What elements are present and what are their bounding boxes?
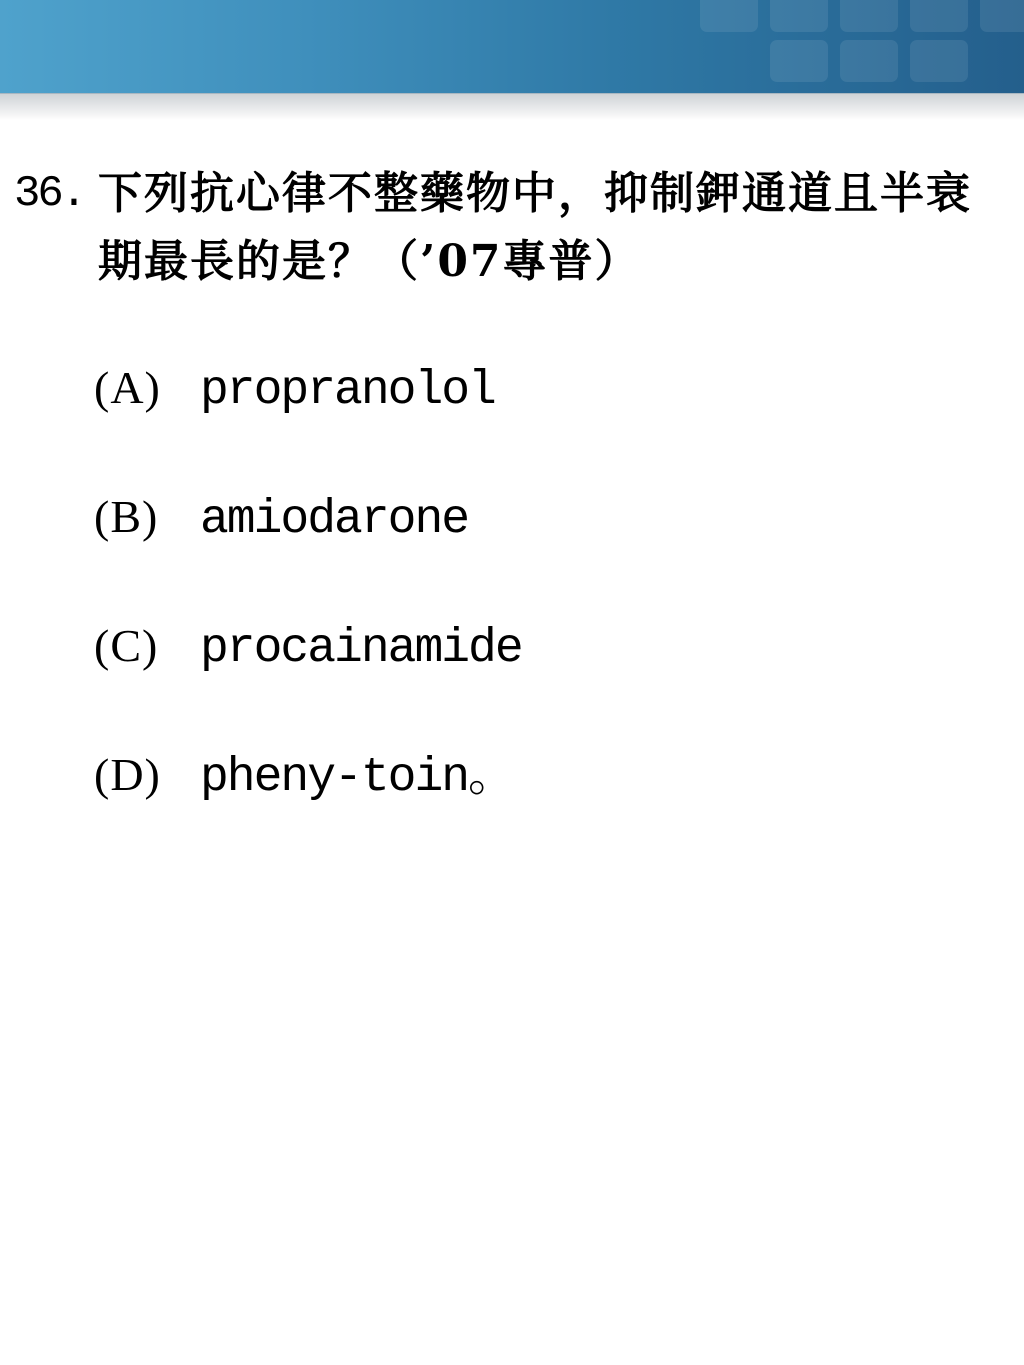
question-text: 下列抗心律不整藥物中，抑制鉀通道且半衰期最長的是？（’07專普） xyxy=(98,168,972,287)
option-d xyxy=(94,743,1004,807)
header-decor-tile xyxy=(910,0,968,32)
header-decor-tile xyxy=(910,40,968,82)
question xyxy=(14,160,1004,296)
option-label: (A) xyxy=(94,362,161,413)
option-label: (D) xyxy=(94,749,161,800)
option-text: propranolol xyxy=(200,364,495,418)
option-text: procainamide xyxy=(200,622,522,676)
header-decor-tile xyxy=(770,0,828,32)
header-decor-tile xyxy=(770,40,828,82)
option-a xyxy=(94,356,1004,420)
option-label: (C) xyxy=(94,620,159,671)
header-decor-tile xyxy=(980,0,1024,32)
option-text: amiodarone xyxy=(200,493,469,547)
header-decor-tile xyxy=(840,40,898,82)
option-text: pheny-toin。 xyxy=(200,751,515,805)
option-c xyxy=(94,614,1004,678)
question-block xyxy=(14,160,1004,872)
header-decor-tile xyxy=(840,0,898,32)
option-label: (B) xyxy=(94,491,159,542)
header-decor-tile xyxy=(700,0,758,32)
options-list xyxy=(14,356,1004,807)
header-band xyxy=(0,0,1024,96)
option-b xyxy=(94,485,1004,549)
question-number: 36. xyxy=(14,169,85,219)
header-shadow xyxy=(0,94,1024,120)
